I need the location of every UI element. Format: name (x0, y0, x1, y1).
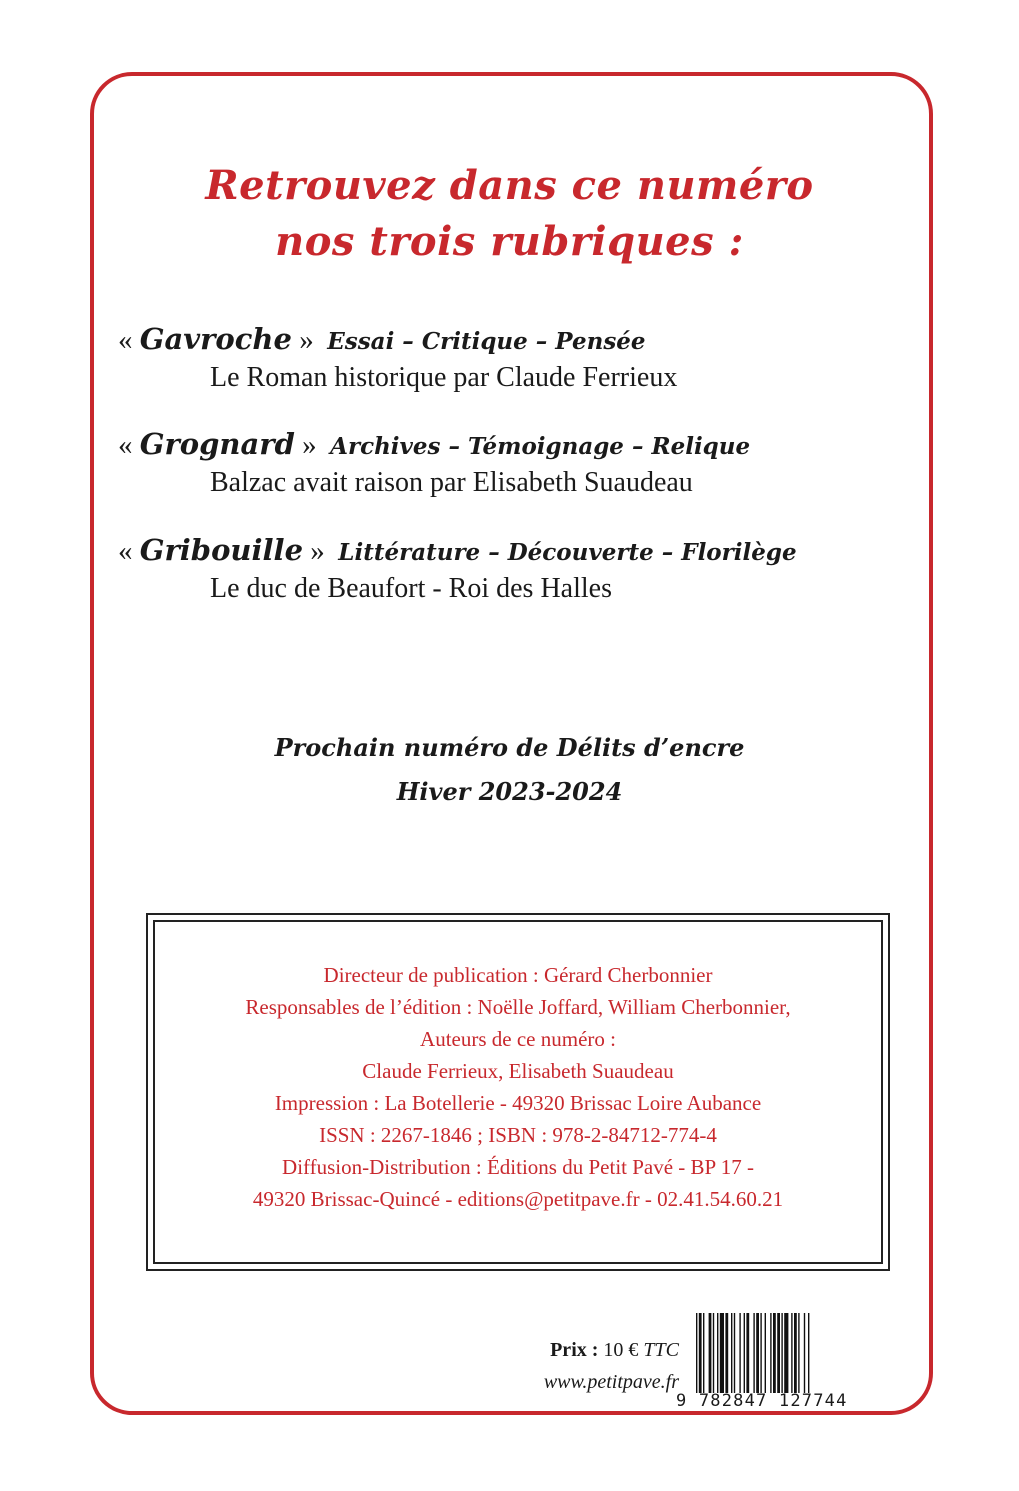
barcode-bar (744, 1313, 745, 1393)
open-quote: « (118, 535, 140, 567)
barcode-bar (773, 1313, 776, 1393)
rubrique-gribouille (118, 531, 908, 606)
barcode-bar (725, 1313, 728, 1393)
rubrique-description: Balzac avait raison par Elisabeth Suaudeau (210, 467, 693, 498)
close-quote: » (294, 429, 317, 461)
open-quote: « (118, 324, 140, 356)
credit-line: Directeur de publication : Gérard Cherbonnier (323, 963, 713, 987)
barcode-bar (703, 1313, 704, 1393)
price-amount: 10 € (603, 1339, 639, 1361)
price-label: Prix : (550, 1339, 599, 1361)
headline (0, 158, 1019, 270)
credit-line: Diffusion-Distribution : Éditions du Petit Pavé - BP 17 - (282, 1155, 754, 1179)
credit-line: Claude Ferrieux, Elisabeth Suaudeau (362, 1059, 674, 1083)
barcode-bar (760, 1313, 761, 1393)
barcode-bar (756, 1313, 759, 1393)
next-issue-line-2: Hiver 2023-2024 (396, 777, 623, 806)
credit-line: 49320 Brissac-Quincé - editions@petitpave.fr - 02.41.54.60.21 (252, 1187, 784, 1211)
close-quote: » (291, 324, 314, 356)
barcode-bar (770, 1313, 771, 1393)
rubrique-grognard (118, 425, 908, 500)
credit-line: Responsables de l’édition : Noëlle Joffard, William Cherbonnier, (245, 995, 791, 1019)
barcode-bar (777, 1313, 780, 1393)
barcode-bar (781, 1313, 782, 1393)
barcode-bar (713, 1313, 714, 1393)
rubrique-name: Grognard (139, 427, 295, 461)
barcode-image (694, 1313, 870, 1393)
barcode-bar (753, 1313, 754, 1393)
headline-line-1: Retrouvez dans ce numéro (205, 162, 814, 209)
rubrique-themes: Essai – Critique – Pensée (327, 328, 646, 355)
barcode-bar (765, 1313, 766, 1393)
barcode-number: 9 782847 127744 (676, 1391, 848, 1411)
credits-text (148, 959, 888, 1215)
next-issue-line-1: Prochain numéro de Délits d’encre (274, 733, 745, 762)
rubrique-name: Gribouille (139, 533, 304, 567)
barcode-bar (717, 1313, 718, 1393)
credit-line: Impression : La Botellerie - 49320 Brissac Loire Aubance (274, 1091, 762, 1115)
rubrique-description: Le Roman historique par Claude Ferrieux (210, 362, 678, 393)
barcode-bar (731, 1313, 732, 1393)
barcode-bar (794, 1313, 797, 1393)
close-quote: » (303, 535, 325, 567)
website-link[interactable]: www.petitpave.fr (543, 1371, 679, 1393)
price-tax: TTC (643, 1339, 679, 1361)
barcode-bar (791, 1313, 792, 1393)
barcode-bar (739, 1313, 740, 1393)
barcode-bar (798, 1313, 799, 1393)
barcode-bar (699, 1313, 702, 1393)
credit-line: ISSN : 2267-1846 ; ISBN : 978-2-84712-774-4 (319, 1123, 717, 1147)
barcode-bar (804, 1313, 805, 1393)
rubrique-gavroche (118, 320, 908, 395)
rubrique-description: Le duc de Beaufort - Roi des Halles (210, 573, 612, 604)
rubrique-name: Gavroche (139, 322, 292, 356)
rubrique-themes: Littérature – Découverte – Florilège (338, 539, 797, 566)
open-quote: « (118, 429, 140, 461)
barcode-bar (709, 1313, 712, 1393)
rubrique-themes: Archives – Témoignage – Relique (330, 433, 751, 460)
price-block (544, 1334, 679, 1398)
barcode-bar (696, 1313, 697, 1393)
next-issue (0, 726, 1019, 814)
barcode-bar (784, 1313, 788, 1393)
barcode-bar (734, 1313, 735, 1393)
headline-line-2: nos trois rubriques : (275, 218, 744, 265)
credits-box (146, 913, 890, 1271)
barcode-bar (746, 1313, 749, 1393)
barcode-bar (808, 1313, 809, 1393)
credit-line: Auteurs de ce numéro : (420, 1027, 616, 1051)
barcode-bar (720, 1313, 724, 1393)
